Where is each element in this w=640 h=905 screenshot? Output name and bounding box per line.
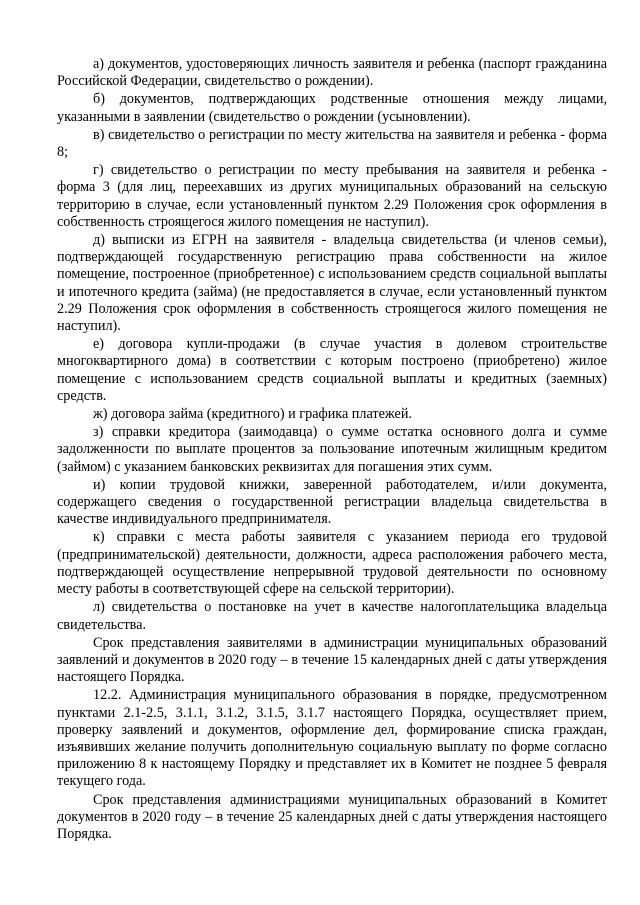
paragraph-item-b: б) документов, подтверждающих родственные отношения между лицами, указанными в заявлении (свидетельство о рождении (усыновлении).: [57, 91, 607, 125]
paragraph-item-k: к) справки с места работы заявителя с указанием периода его трудовой (предпринимательской) деятельности, должности, адреса расположения рабочего места, подтверждающей осуществление непрерывной трудовой деятельности по основному месту работы в соответствующей сфере на сельской территории).: [57, 529, 607, 598]
paragraph-item-z: з) справки кредитора (заимодавца) о сумме остатка основного долга и сумме задолженности по выплате процентов за пользование ипотечным жилищным кредитом (займом) с указанием банковских реквизитах для погашения этих сумм.: [57, 424, 607, 475]
paragraph-item-i: и) копии трудовой книжки, заверенной работодателем, и/или документа, содержащего сведения о государственной регистрации владельца свидетельства в качестве индивидуального предпринимателя.: [57, 476, 607, 528]
paragraph-item-g: г) свидетельство о регистрации по месту пребывания на заявителя и ребенка - форма 3 (для лиц, переехавших из других муниципальных образований на сельскую территорию в случае, если установленный пунктом 2.29 Положения срок оформления в собственность строящегося жилого помещения не наступил).: [57, 162, 607, 230]
paragraph-deadline-administrations: Срок представления администрациями муниципальных образований в Комитет документов в 2020 году – в течение 25 календарных дней с даты утверждения настоящего Порядка.: [57, 791, 607, 842]
document-page: [57, 56, 607, 844]
paragraph-deadline-applicants: Срок представления заявителями в администрации муниципальных образований заявлений и документов в 2020 году – в течение 15 календарных дней с даты утверждения настоящего Порядка.: [57, 634, 607, 686]
paragraph-item-zh: ж) договора займа (кредитного) и графика платежей.: [93, 406, 412, 423]
paragraph-item-d: д) выписки из ЕГРН на заявителя - владельца свидетельства (и членов семьи), подтверждающей государственную регистрацию права собственности на жилое помещение, построенное (приобретенное) с использованием средств социальной выплаты и ипотечного кредита (займа) (не предоставляется в случае, если установленный пунктом 2.29 Положения срок оформления в собственность строящегося жилого помещения не наступил).: [57, 232, 607, 335]
paragraph-item-a: а) документов, удостоверяющих личность заявителя и ребенка (паспорт гражданина Российской Федерации, свидетельство о рождении).: [57, 56, 607, 90]
paragraph-item-e: е) договора купли-продажи (в случае участия в долевом строительстве многоквартирного дома) в соответствии с которым построено (приобретено) жилое помещение с использованием средств социальной выплаты и кредитных (заемных) средств.: [57, 336, 607, 404]
paragraph-item-l: л) свидетельства о постановке на учет в качестве налогоплательщика владельца свидетельства.: [57, 599, 607, 633]
paragraph-section-12-2: 12.2. Администрация муниципального образования в порядке, предусмотренном пунктами 2.1-2.5, 3.1.1, 3.1.2, 3.1.5, 3.1.7 настоящего Порядка, осуществляет прием, проверку заявлений и документов, оформление дел, формирование списка граждан, изъявивших желание получить дополнительную социальную выплату по форме согласно приложению 8 к настоящему Порядку и представляет их в Комитет не позднее 5 февраля текущего года.: [57, 687, 607, 790]
paragraph-item-v: в) свидетельство о регистрации по месту жительства на заявителя и ребенка - форма 8;: [57, 126, 607, 161]
